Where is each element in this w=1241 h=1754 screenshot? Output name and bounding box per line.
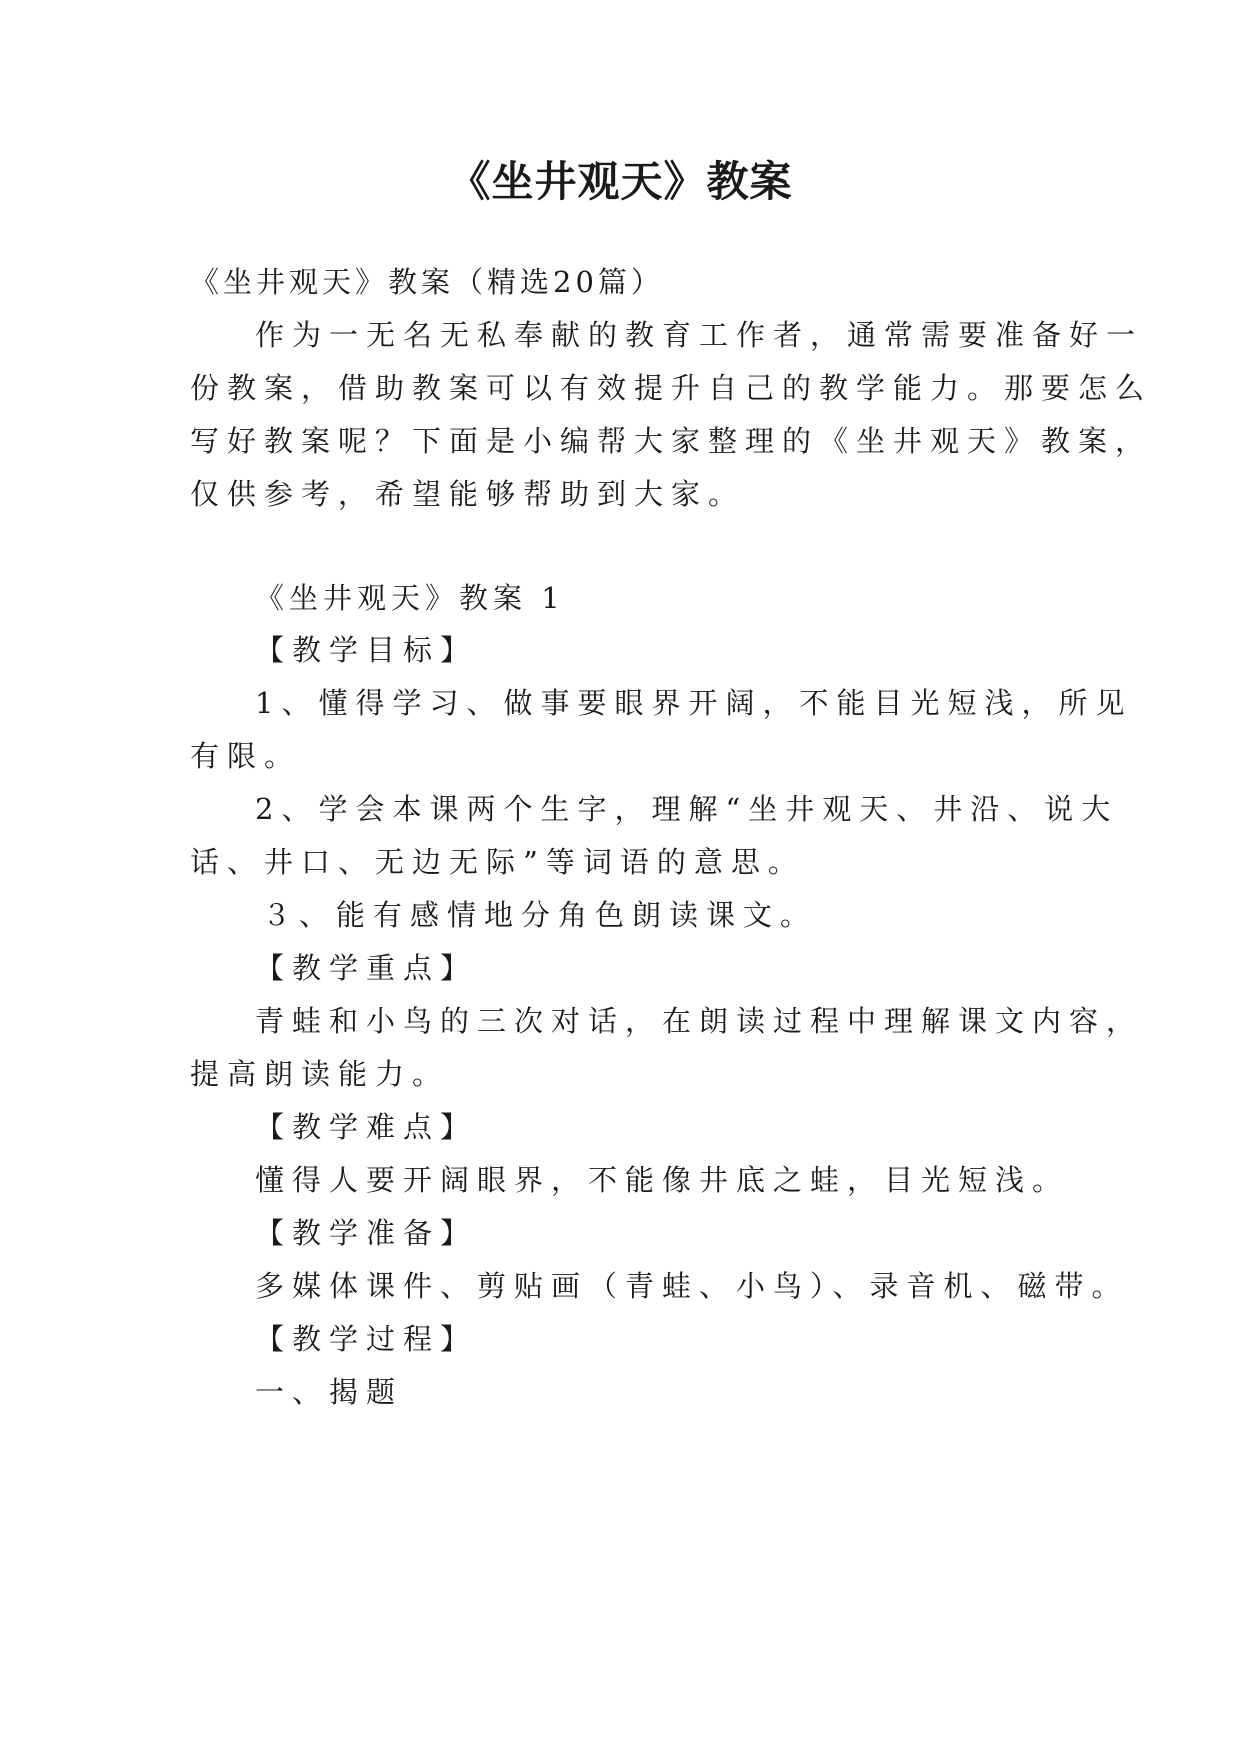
- difficulty-heading: 【教学难点】: [255, 1110, 478, 1144]
- goals-heading: 【教学目标】: [255, 633, 478, 667]
- intro-line-2: 份教案，借助教案可以有效提升自己的教学能力。那要怎么: [190, 371, 1153, 405]
- intro-line-4: 仅供参考，希望能够帮助到大家。: [190, 477, 746, 511]
- key-text-line-2: 提高朗读能力。: [190, 1057, 450, 1091]
- process-step-1: 一、揭题: [255, 1375, 404, 1409]
- prep-text: 多媒体课件、剪贴画（青蛙、小鸟）、录音机、磁带。: [255, 1269, 1129, 1303]
- difficulty-text: 懂得人要开阔眼界，不能像井底之蛙，目光短浅。: [255, 1163, 1070, 1197]
- intro-line-3: 写好教案呢？下面是小编帮大家整理的《坐井观天》教案，: [190, 424, 1153, 458]
- key-heading: 【教学重点】: [255, 951, 478, 985]
- goal-2-line-1: 2、学会本课两个生字，理解“坐井观天、井沿、说大: [255, 792, 1119, 826]
- document-title: 《坐井观天》教案: [448, 157, 793, 206]
- process-heading: 【教学过程】: [255, 1322, 478, 1356]
- document-subtitle: 《坐井观天》教案（精选20篇）: [190, 265, 664, 299]
- goal-3: ３、能有感情地分角色朗读课文。: [262, 898, 818, 932]
- goal-1-line-2: 有限。: [190, 739, 302, 773]
- section-title: 《坐井观天》教案 1: [255, 581, 565, 615]
- prep-heading: 【教学准备】: [255, 1216, 478, 1250]
- goal-2-line-2: 话、井口、无边无际”等词语的意思。: [190, 845, 805, 879]
- key-text-line-1: 青蛙和小鸟的三次对话，在朗读过程中理解课文内容，: [255, 1004, 1144, 1038]
- goal-1-line-1: 1、懂得学习、做事要眼界开阔，不能目光短浅，所见: [255, 686, 1133, 720]
- intro-line-1: 作为一无名无私奉献的教育工作者，通常需要准备好一: [255, 318, 1144, 352]
